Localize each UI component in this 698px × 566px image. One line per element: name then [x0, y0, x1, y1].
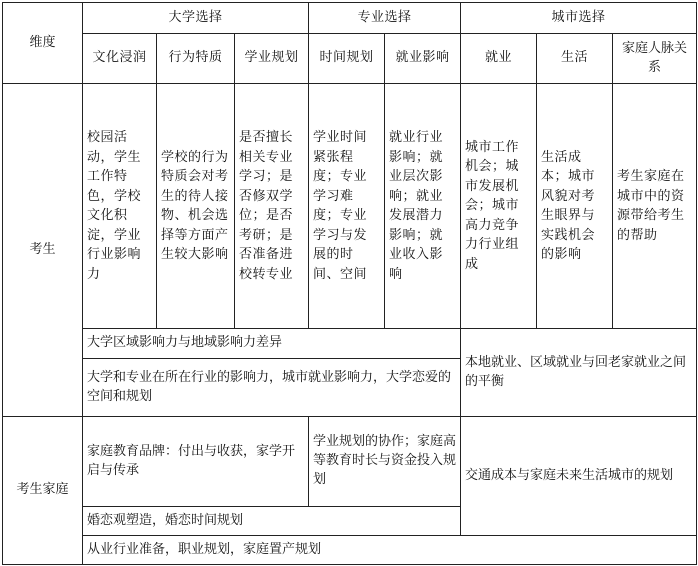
life-header: 生活 — [537, 34, 613, 84]
row-label-family: 考生家庭 — [3, 417, 83, 565]
city-choice-header: 城市选择 — [461, 3, 697, 34]
time-plan-cell: 学业时间紧张程度；专业学习难度；专业学习与发展的时间、空间 — [309, 84, 385, 329]
culture-header: 文化浸润 — [83, 34, 157, 84]
behavior-header: 行为特质 — [157, 34, 235, 84]
industry-influence-cell: 大学和专业在所在行业的影响力，城市就业影响力，大学恋爱的空间和规划 — [83, 359, 461, 417]
row-label-student: 考生 — [3, 84, 83, 417]
dimension-header: 维度 — [3, 3, 83, 84]
behavior-cell: 学校的行为特质会对考生的待人接物、机会选择等方面产生较大影响 — [157, 84, 235, 329]
employment-effect-header: 就业影响 — [385, 34, 461, 84]
university-choice-header: 大学选择 — [83, 3, 309, 34]
culture-cell: 校园活动，学生工作特色，学校文化积淀，学业行业影响力 — [83, 84, 157, 329]
employment-header: 就业 — [461, 34, 537, 84]
employment-cell: 城市工作机会；城市发展机会；城市高力竞争力行业组成 — [461, 84, 537, 329]
family-brand-cell: 家庭教育品牌：付出与收获，家学开启与传承 — [83, 417, 309, 507]
career-plan-cell: 从业行业准备，职业规划，家庭置产规划 — [83, 536, 697, 565]
planning-table — [2, 2, 697, 565]
family-network-cell: 考生家庭在城市中的资源带给考生的帮助 — [613, 84, 697, 329]
commute-cost-cell: 交通成本与家庭未来生活城市的规划 — [461, 417, 697, 536]
study-cooperation-cell: 学业规划的协作；家庭高等教育时长与资金投入规划 — [309, 417, 461, 507]
major-choice-header: 专业选择 — [309, 3, 461, 34]
marriage-plan-cell: 婚恋观塑造，婚恋时间规划 — [83, 507, 461, 536]
regional-influence-cell: 大学区域影响力与地域影响力差异 — [83, 329, 461, 359]
local-employment-cell: 本地就业、区域就业与回老家就业之间的平衡 — [461, 329, 697, 417]
time-plan-header: 时间规划 — [309, 34, 385, 84]
employment-effect-cell: 就业行业影响；就业层次影响；就业发展潜力影响；就业收入影响 — [385, 84, 461, 329]
family-network-header: 家庭人脉关系 — [613, 34, 697, 84]
study-plan-cell: 是否擅长相关专业学习；是否修双学位；是否考研；是否准备进校转专业 — [235, 84, 309, 329]
study-plan-header: 学业规划 — [235, 34, 309, 84]
life-cell: 生活成本；城市风貌对考生眼界与实践机会的影响 — [537, 84, 613, 329]
